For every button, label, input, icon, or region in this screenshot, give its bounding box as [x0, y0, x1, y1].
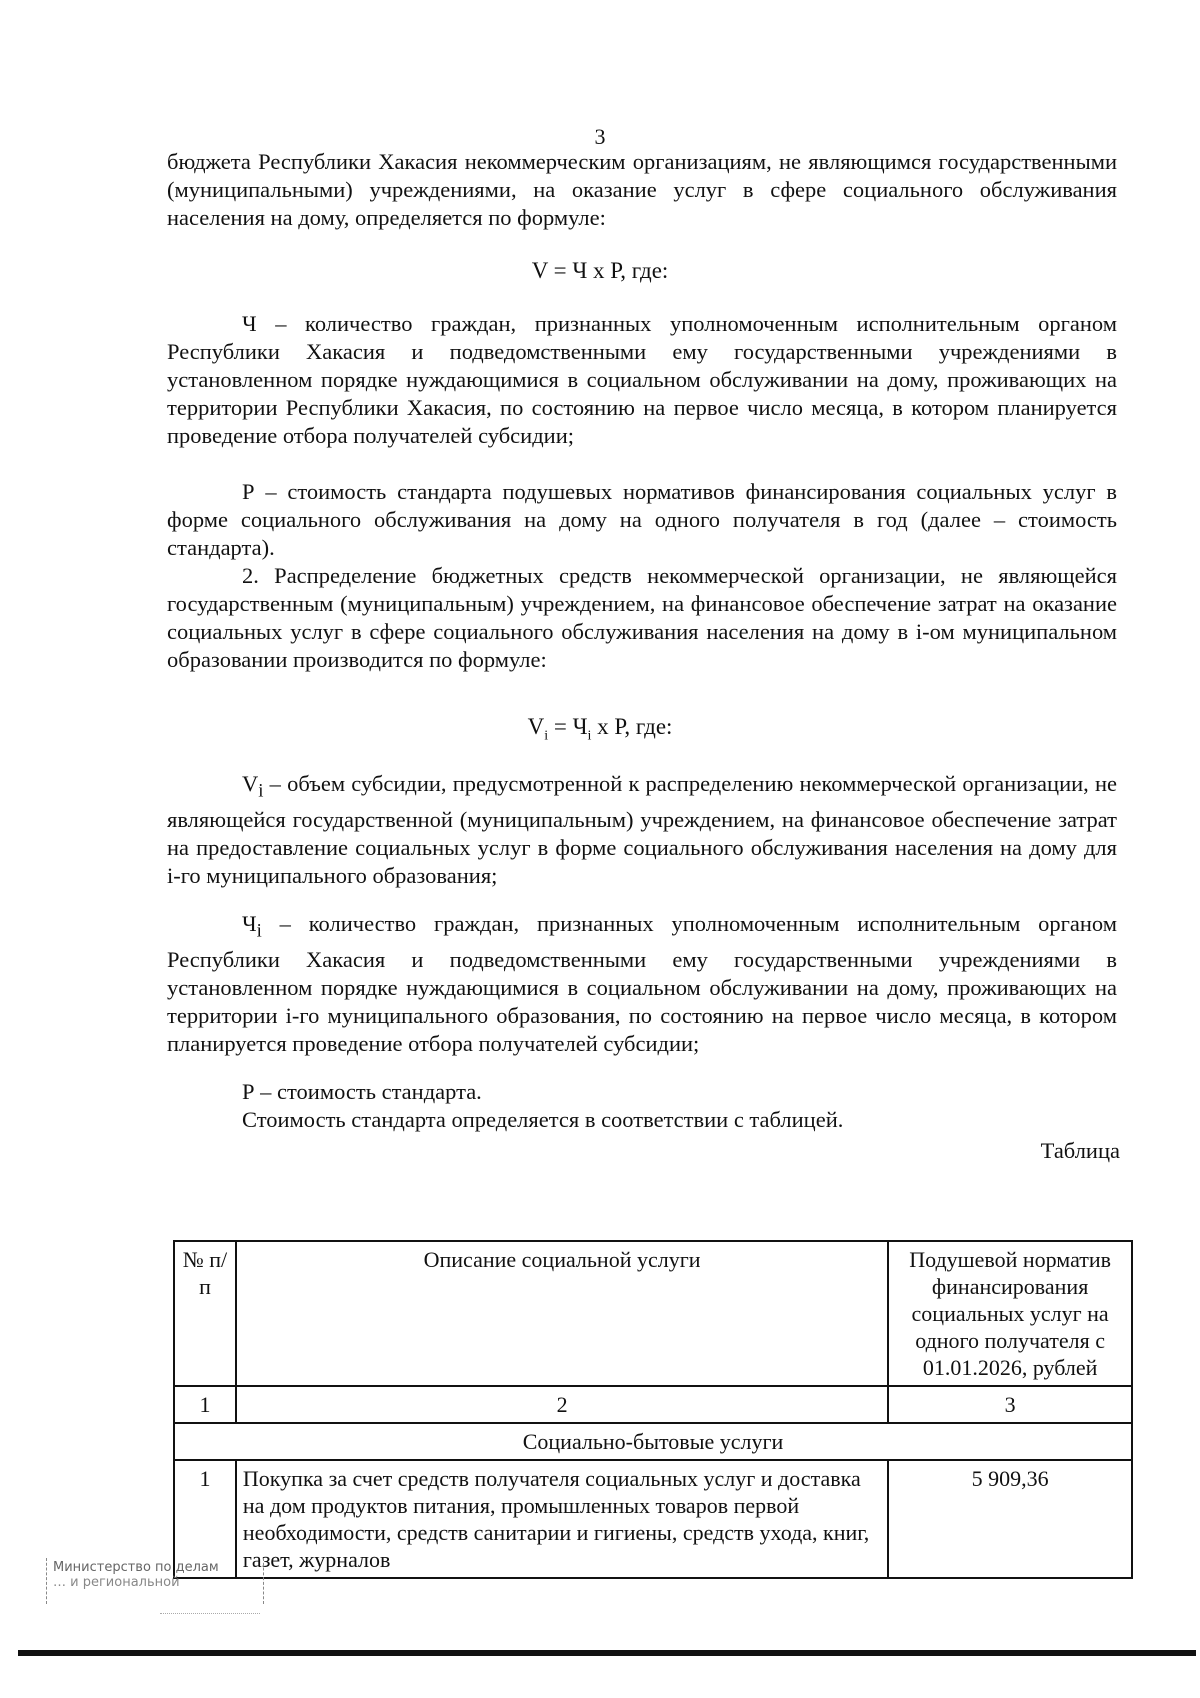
colnum-1: 1	[174, 1386, 236, 1423]
formula-vi	[0, 714, 1200, 745]
standard-cost-table	[173, 1240, 1133, 1579]
definition-chi	[167, 910, 1117, 1058]
chi-symbol: Ч	[242, 911, 257, 936]
row-num: 1	[174, 1460, 236, 1578]
header-norm: Подушевой норматив финансирования социальных услуг на одного получателя с 01.01.2026, рублей	[888, 1241, 1132, 1386]
stamp-underline	[160, 1613, 260, 1618]
bottom-scan-edge	[18, 1650, 1196, 1656]
header-description: Описание социальной услуги	[236, 1241, 888, 1386]
stamp-line-2: … и региональной	[53, 1575, 180, 1590]
colnum-2: 2	[236, 1386, 888, 1423]
vi-subscript: i	[258, 780, 264, 802]
table-row	[174, 1460, 1132, 1578]
formula-vi-subscript: i	[544, 728, 549, 744]
section-title: Социально-бытовые услуги	[174, 1423, 1132, 1460]
vi-text: – объем субсидии, предусмотренной к распределению некоммерческой организации, не являющейся государственной (муниципальным) учреждением, на финансовое обеспечение затрат на предоставление социальных услуг в форме социального обслуживания населения на дому для i-го муниципального образования;	[167, 771, 1117, 888]
formula-vi-rest: х Р, где:	[591, 714, 673, 739]
definition-p: Р – стоимость стандарта подушевых нормативов финансирования социальных услуг в форме социального обслуживания на дому на одного получателя в год (далее – стоимость стандарта).	[167, 479, 1117, 560]
paragraph-2: 2. Распределение бюджетных средств некоммерческой организации, не являющейся государственным (муниципальным) учреждением, на финансовое обеспечение затрат на оказание социальных услуг в сфере социального обслуживания населения на дому в i-ом муниципальном образовании производится по формуле:	[167, 563, 1117, 672]
registration-stamp	[46, 1558, 264, 1604]
section-row	[174, 1423, 1132, 1460]
column-number-row	[174, 1386, 1132, 1423]
stamp-line-1: Министерство по делам	[53, 1560, 219, 1575]
formula-vi-symbol: V	[527, 714, 545, 739]
vi-symbol: V	[242, 771, 259, 796]
chi-subscript: i	[256, 920, 262, 942]
definition-ch: Ч – количество граждан, признанных уполномоченным исполнительным органом Республики Хакасия и подведомственными ему государственными учреждениями в установленном порядке нуждающимися в социальном обслуживании на дому, проживающих на территории Республики Хакасия, по состоянию на первое число месяца, в котором планируется проведение отбора получателей субсидии;	[167, 311, 1117, 448]
formula-vi-eq: = Ч	[548, 714, 588, 739]
row-value: 5 909,36	[888, 1460, 1132, 1578]
chi-text: – количество граждан, признанных уполномоченным исполнительным органом Республики Хакасия и подведомственными ему государственными учреждениями в установленном порядке нуждающимися в социальном обслуживании на дому, проживающих на территории i-го муниципального образования, по состоянию на первое число месяца, в котором планируется проведение отбора получателей субсидии;	[167, 911, 1117, 1056]
definition-p-2: Р – стоимость стандарта.	[242, 1079, 482, 1104]
paragraph-intro: бюджета Республики Хакасия некоммерческим организациям, не являющимся государственными (муниципальными) учреждениями, на оказание услуг в сфере социального обслуживания населения на дому, определяется по формуле:	[167, 149, 1117, 230]
table-caption: Таблица	[1040, 1138, 1120, 1163]
page-number: 3	[594, 124, 606, 149]
formula-chi-subscript: i	[587, 728, 592, 744]
table-header-row	[174, 1241, 1132, 1386]
colnum-3: 3	[888, 1386, 1132, 1423]
table-intro: Стоимость стандарта определяется в соответствии с таблицей.	[242, 1107, 844, 1132]
row-description: Покупка за счет средств получателя социальных услуг и доставка на дом продуктов питания, промышленных товаров первой необходимости, средств санитарии и гигиены, средств ухода, книг, газет, журналов	[236, 1460, 888, 1578]
definition-vi	[167, 770, 1117, 890]
header-num: № п/п	[174, 1241, 236, 1386]
formula-v: V = Ч х Р, где:	[531, 258, 669, 283]
